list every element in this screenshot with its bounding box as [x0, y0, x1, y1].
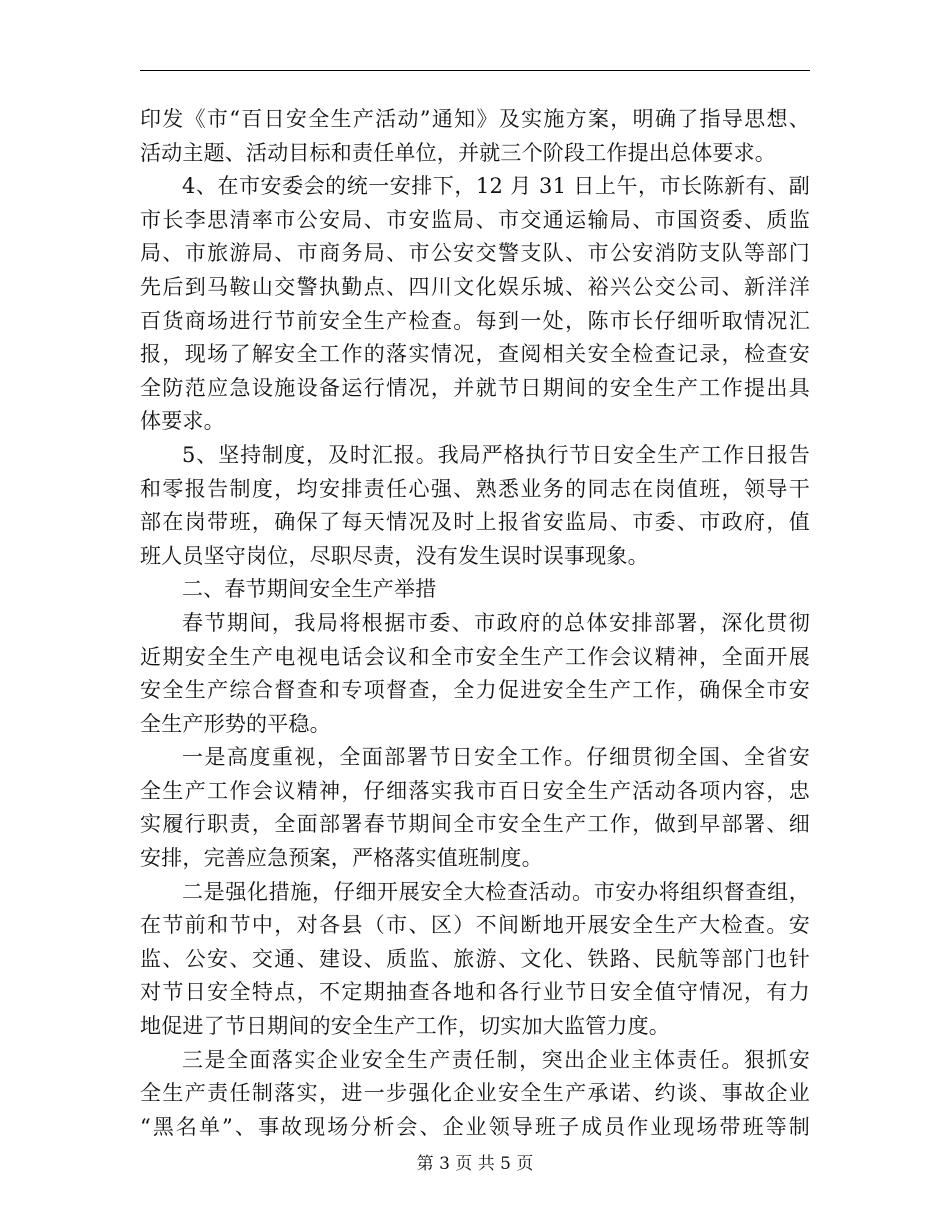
text-line: 印发《市“百日安全生产活动”通知》及实施方案，明确了指导思想、 [140, 107, 810, 131]
header-rule [140, 70, 810, 71]
text-line: 百货商场进行节前安全生产检查。每到一处，陈市长仔细听取情况汇 [140, 308, 810, 333]
text-line: 报，现场了解安全工作的落实情况，查阅相关安全检查记录，检查安 [140, 342, 810, 367]
text-line: 5、坚持制度，及时汇报。我局严格执行节日安全生产工作日报告 [182, 442, 810, 467]
text-line: 和零报告制度，均安排责任心强、熟悉业务的同志在岗值班，领导干 [140, 476, 810, 501]
text-line: 近期安全生产电视电话会议和全市安全生产工作会议精神，全面开展 [140, 644, 810, 669]
text-line: 全防范应急设施设备运行情况，并就节日期间的安全生产工作提出具 [140, 375, 810, 400]
text-line: 部在岗带班，确保了每天情况及时上报省安监局、市委、市政府，值 [140, 510, 810, 535]
section-heading [140, 573, 810, 607]
paragraph [140, 439, 810, 573]
text-line: 二是强化措施，仔细开展安全大检查活动。市安办将组织督查组， [182, 879, 810, 904]
text-line: 在节前和节中，对各县（市、区）不间断地开展安全生产大检查。安 [140, 913, 810, 938]
text-line: 安排，完善应急预案，严格落实值班制度。 [140, 846, 543, 871]
text-line: 春节期间，我局将根据市委、市政府的总体安排部署，深化贯彻 [182, 610, 810, 635]
text-line: 局、市旅游局、市商务局、市公安交警支队、市公安消防支队等部门 [140, 241, 810, 266]
section-heading-text: 二、春节期间安全生产举措 [182, 577, 437, 602]
text-line: 地促进了节日期间的安全生产工作，切实加大监管力度。 [140, 1014, 670, 1039]
text-line: 全生产形势的平稳。 [140, 711, 331, 736]
text-line: 一是高度重视，全面部署节日安全工作。仔细贯彻全国、全省安 [182, 745, 810, 770]
text-line: 对节日安全特点，不定期抽查各地和各行业节日安全值守情况，有力 [140, 980, 810, 1005]
text-line: 实履行职责，全面部署春节期间全市安全生产工作，做到早部署、细 [140, 812, 810, 837]
text-line: 全生产工作会议精神，仔细落实我市百日安全生产活动各项内容，忠 [140, 778, 810, 803]
paragraph [140, 876, 810, 1044]
text-line: 市长李思清率市公安局、市安监局、市交通运输局、市国资委、质监 [140, 207, 810, 232]
paragraph [140, 741, 810, 875]
text-line: 全生产责任制落实，进一步强化企业安全生产承诺、约谈、事故企业 [140, 1081, 810, 1106]
text-line: 4、在市安委会的统一安排下，12 月 31 日上午，市长陈新有、副 [182, 174, 810, 199]
text-line: 班人员坚守岗位，尽职尽责，没有发生误时误事现象。 [140, 543, 649, 568]
paragraph [140, 1044, 810, 1145]
paragraph [140, 170, 810, 439]
document-body [140, 103, 810, 1144]
paragraph [140, 607, 810, 741]
text-line: “黑名单”、事故现场分析会、企业领导班子成员作业现场带班等制 [140, 1114, 810, 1139]
page-number-footer: 第 3 页 共 5 页 [416, 1154, 534, 1174]
paragraph [140, 103, 810, 170]
text-line: 三是全面落实企业安全生产责任制，突出企业主体责任。狠抓安 [182, 1047, 810, 1072]
text-line: 监、公安、交通、建设、质监、旅游、文化、铁路、民航等部门也针 [140, 946, 810, 971]
text-line: 活动主题、活动目标和责任单位，并就三个阶段工作提出总体要求。 [140, 140, 776, 165]
text-line: 先后到马鞍山交警执勤点、四川文化娱乐城、裕兴公交公司、新洋洋 [140, 274, 810, 299]
text-line: 安全生产综合督查和专项督查，全力促进安全生产工作，确保全市安 [140, 678, 810, 703]
text-line: 体要求。 [140, 409, 225, 434]
